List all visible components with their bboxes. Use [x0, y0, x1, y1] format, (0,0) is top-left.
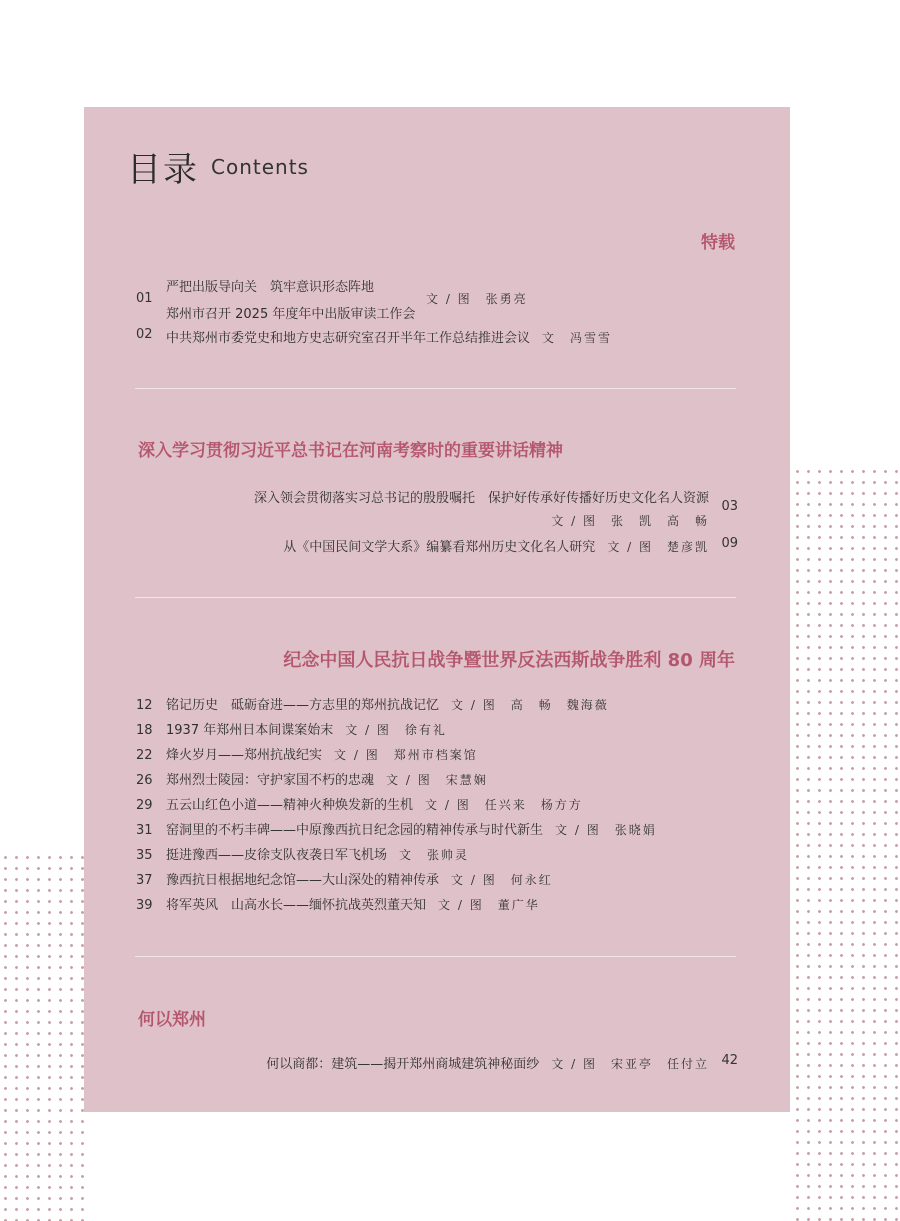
entry-title[interactable]: 五云山红色小道——精神火种焕发新的生机 — [166, 798, 414, 813]
page-title: 目录 — [127, 150, 199, 190]
entry-byline: 文 / 图 任兴来 杨方方 — [425, 798, 583, 812]
entry-byline: 文 / 图 宋慧娴 — [386, 773, 488, 787]
list-item[interactable] — [136, 844, 469, 863]
entry-page-number[interactable]: 39 — [136, 898, 153, 913]
entry-page-number[interactable]: 37 — [136, 873, 153, 888]
list-item[interactable] — [266, 1053, 709, 1072]
entry-page-number[interactable]: 02 — [136, 327, 153, 342]
entry-byline: 文 / 图 宋亚亭 任付立 — [551, 1057, 709, 1071]
section-divider — [135, 956, 736, 957]
dot-pattern-left — [0, 852, 90, 1221]
entry-page-number[interactable]: 26 — [136, 773, 153, 788]
entry-page-number[interactable]: 09 — [721, 536, 738, 551]
page-title-english: Contents — [211, 155, 309, 179]
section-divider — [135, 388, 736, 389]
entry-byline: 文 / 图 何永红 — [451, 873, 553, 887]
entry-byline: 文 / 图 郑州市档案馆 — [334, 748, 478, 762]
entry-page-number[interactable]: 22 — [136, 748, 153, 763]
entry-title[interactable]: 将军英风 山高水长——缅怀抗战英烈董天知 — [166, 898, 427, 913]
entry-title[interactable]: 1937 年郑州日本间谍案始末 — [166, 723, 334, 738]
entry-title[interactable]: 郑州烈士陵园：守护家国不朽的忠魂 — [166, 773, 375, 788]
entry-title[interactable]: 挺进豫西——皮徐支队夜袭日军飞机场 — [166, 848, 388, 863]
entry-page-number[interactable]: 12 — [136, 698, 153, 713]
entry-byline: 文 张帅灵 — [399, 848, 470, 862]
section-title-study: 深入学习贯彻习近平总书记在河南考察时的重要讲话精神 — [138, 441, 563, 461]
entry-byline: 文 / 图 张 凯 高 畅 — [551, 514, 709, 528]
entry-byline: 文 / 图 张晓娟 — [555, 823, 657, 837]
entry-title[interactable]: 中共郑州市委党史和地方史志研究室召开半年工作总结推进会议 — [166, 331, 531, 346]
section-divider — [135, 597, 736, 598]
entry-byline: 文 / 图 徐有礼 — [345, 723, 447, 737]
entry-title-line1[interactable]: 严把出版导向关 筑牢意识形态阵地 — [166, 280, 375, 295]
entry-title[interactable]: 从《中国民间文学大系》编纂看郑州历史文化名人研究 — [283, 540, 596, 555]
entry-byline: 文 / 图 楚彦凯 — [607, 540, 709, 554]
list-item[interactable] — [136, 744, 478, 763]
entry-title[interactable]: 烽火岁月——郑州抗战纪实 — [166, 748, 323, 763]
entry-page-number[interactable]: 18 — [136, 723, 153, 738]
entry-title-line2[interactable]: 郑州市召开 2025 年度年中出版审读工作会 — [166, 307, 416, 322]
list-item[interactable] — [136, 869, 553, 888]
entry-page-number[interactable]: 35 — [136, 848, 153, 863]
entry-page-number[interactable]: 29 — [136, 798, 153, 813]
entry-byline: 文 冯雪雪 — [542, 331, 613, 345]
list-item[interactable] — [136, 894, 540, 913]
list-item[interactable] — [283, 536, 709, 555]
list-item[interactable] — [136, 694, 609, 713]
section-title-zhengzhou: 何以郑州 — [138, 1010, 206, 1030]
entry-title[interactable]: 窑洞里的不朽丰碑——中原豫西抗日纪念园的精神传承与时代新生 — [166, 823, 544, 838]
entry-title[interactable]: 豫西抗日根据地纪念馆——大山深处的精神传承 — [166, 873, 440, 888]
list-item[interactable] — [136, 719, 447, 738]
entry-title[interactable]: 深入领会贯彻落实习总书记的殷殷嘱托 保护好传承好传播好历史文化名人资源 — [253, 491, 709, 506]
entry-title[interactable]: 何以商都：建筑——揭开郑州商城建筑神秘面纱 — [266, 1057, 540, 1072]
entry-page-number[interactable]: 31 — [136, 823, 153, 838]
entry-byline: 文 / 图 董广华 — [438, 898, 540, 912]
entry-title[interactable]: 铭记历史 砥砺奋进——方志里的郑州抗战记忆 — [166, 698, 440, 713]
list-item[interactable] — [136, 819, 657, 838]
list-item[interactable] — [136, 794, 583, 813]
entry-byline: 文 / 图 高 畅 魏海薇 — [451, 698, 609, 712]
entry-page-number[interactable]: 42 — [721, 1053, 738, 1068]
section-title-anniversary: 纪念中国人民抗日战争暨世界反法西斯战争胜利 80 周年 — [283, 650, 735, 671]
section-title-special: 特载 — [701, 233, 735, 253]
list-item[interactable] — [136, 769, 488, 788]
entry-page-number[interactable]: 03 — [721, 499, 738, 514]
dot-pattern-right — [792, 466, 900, 1221]
entry-byline: 文 / 图 张勇亮 — [426, 292, 528, 306]
entry-page-number[interactable]: 01 — [136, 291, 153, 306]
contents-panel — [84, 107, 790, 1112]
list-item[interactable] — [166, 327, 612, 346]
